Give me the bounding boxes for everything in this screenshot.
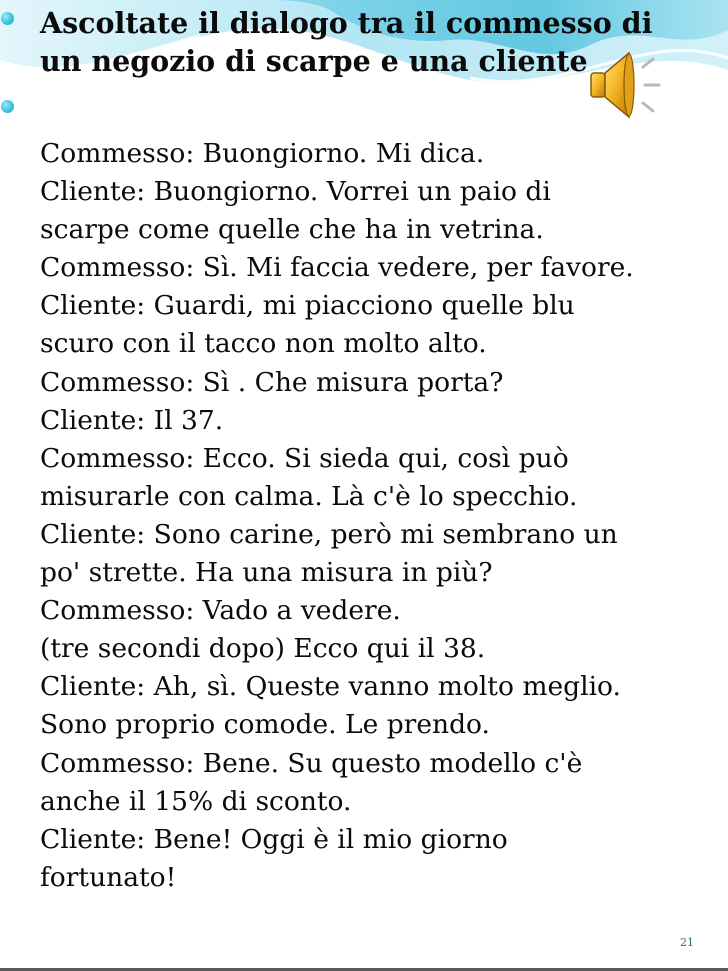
speaker-icon[interactable] — [585, 45, 673, 125]
dialogue-line: po' strette. Ha una misura in più? — [40, 557, 493, 589]
dialogue-line: Commesso: Buongiorno. Mi dica. — [40, 138, 485, 169]
dialogue-line: Commesso: Sì . Che misura porta? — [40, 366, 504, 398]
dialogue-line: misurarle con calma. Là c'è lo specchio. — [40, 480, 578, 512]
dialogue-text — [40, 135, 720, 897]
dialogue-line: Cliente: Guardi, mi piacciono quelle blu — [40, 290, 575, 322]
dialogue-line: Cliente: Bene! Oggi è il mio giorno — [40, 823, 508, 855]
dialogue-line: Commesso: Vado a vedere. — [40, 595, 401, 627]
dialogue-line: Cliente: Ah, sì. Queste vanno molto meglio. — [40, 671, 621, 703]
slide-heading: Ascoltate il dialogo tra il commesso di un negozio di scarpe e una cliente — [40, 6, 653, 78]
bullet-icon — [1, 100, 14, 113]
dialogue-line: Cliente: Il 37. — [40, 404, 224, 436]
dialogue-line: Commesso: Ecco. Si sieda qui, così può — [40, 442, 569, 474]
page-number: 21 — [680, 936, 694, 949]
dialogue-line: Cliente: Buongiorno. Vorrei un paio di — [40, 176, 551, 208]
bullet-icon — [1, 12, 14, 25]
dialogue-line: Commesso: Bene. Su questo modello c'è — [40, 747, 583, 779]
dialogue-line: scuro con il tacco non molto alto. — [40, 328, 487, 360]
dialogue-line: fortunato! — [40, 861, 177, 893]
dialogue-line: Commesso: Sì. Mi faccia vedere, per favore. — [40, 252, 634, 284]
dialogue-line: Cliente: Sono carine, però mi sembrano un — [40, 518, 618, 550]
dialogue-line: anche il 15% di sconto. — [40, 785, 352, 817]
dialogue-line: scarpe come quelle che ha in vetrina. — [40, 214, 544, 246]
dialogue-line: (tre secondi dopo) Ecco qui il 38. — [40, 633, 486, 665]
dialogue-line: Sono proprio comode. Le prendo. — [40, 709, 490, 741]
